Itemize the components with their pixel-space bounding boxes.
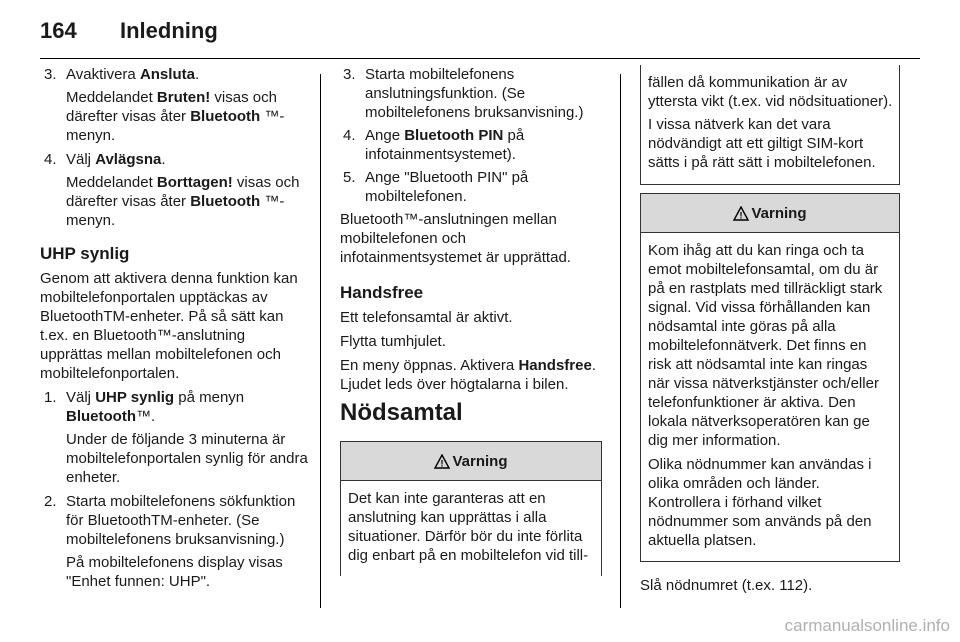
uhp-heading: UHP synlig [40,244,130,263]
uhp-step-1 [44,388,308,426]
svg-text:!: ! [739,210,743,220]
step-number: 4. [343,127,356,144]
msg-term: Bluetooth [190,108,261,125]
msg-text: ™-menyn. [66,108,285,144]
msg-text: visas och därefter visas åter [66,89,277,125]
column-divider-2 [620,74,621,608]
page-number: 164 [40,18,77,43]
warning-triangle-icon [434,454,450,469]
warning-text: Kom ihåg att du kan ringa och ta emot mobiltelefonsamtal, om du är på en rastplats med tillräckligt stark signal. Vid vissa förhållanden kan nödsamtal inte göras på alla mobiltelefonnätverk. Det finns en risk att nödsamtal inte kan ringas när vissa nätverkstjänster och/eller telefonfunktioner är aktiva. Den lokala nätverksoperatören kan ge dig mer information. [648,242,883,449]
step-4-select [44,150,308,169]
step-text: Avaktivera [66,66,140,83]
warning-title: Varning [751,204,807,222]
column-2 [340,65,602,576]
handsfree-heading: Handsfree [340,283,424,302]
menu-term: Handsfree [518,357,592,374]
pair-step-5 [343,168,602,206]
warning-body [341,481,601,576]
step-text: Ange "Bluetooth PIN" på mobiltelefonen. [365,169,529,205]
step-text: Välj [66,389,96,406]
handsfree-text-2: Flytta tumhjulet. [340,333,446,350]
warning-title-bar [341,442,601,481]
step-text: Starta mobiltelefonens anslutningsfunktion. (Se mobiltelefonens bruksanvisning.) [365,66,584,121]
emergency-heading: Nödsamtal [340,399,463,426]
warning-box [340,441,602,576]
step-text: . [194,66,200,83]
menu-term: Ansluta [139,66,195,83]
column-3 [640,65,900,600]
msg-term: Bruten! [156,89,211,106]
step-text: . [161,151,166,168]
menu-term: Bluetooth PIN [404,127,504,144]
column-divider-1 [320,74,321,608]
warning-text: Det kan inte garanteras att en anslutning kan upprättas i alla situationer. Därför bör du inte förlita dig enbart på en mobiltelefon vid till- [348,490,589,564]
step-number: 3. [44,66,57,83]
handsfree-text-3 [340,356,602,394]
warning-title-bar [641,194,899,233]
step-text: på menyn [174,389,245,406]
menu-term: Bluetooth [66,408,136,425]
warning-box-continued [640,65,900,185]
step-number: 5. [343,169,356,186]
pair-step-3 [343,65,602,122]
msg-term: Bluetooth [190,193,261,210]
warning-text: fällen då kommunikation är av yttersta vikt (t.ex. vid nödsituationer). [648,74,893,110]
step-text: Välj [66,151,96,168]
watermark: carmanualsonline.info [784,616,950,635]
step-text: Ange [365,127,405,144]
uhp-intro: Genom att aktivera denna funktion kan mobiltelefonportalen upptäckas av BluetoothTM-enheter. På så sätt kan t.ex. en Bluetooth™-anslutning upprättas mellan mobiltelefonen och mobiltelefonportalen. [40,270,298,382]
step-text: Starta mobiltelefonens sökfunktion för BluetoothTM-enheter. (Se mobiltelefonens bruksanvisning.) [66,493,296,548]
uhp-step-2 [44,492,308,549]
warning-title: Varning [452,452,508,470]
msg-text: Meddelandet [66,174,157,191]
menu-term: UHP synlig [95,389,175,406]
uhp-step-1-text: Under de följande 3 minuterna är mobiltelefonportalen synlig för andra enheter. [66,431,308,486]
warning-triangle-icon [733,206,749,221]
menu-term: Avlägsna [95,151,162,168]
body-text: En meny öppnas. Aktivera [340,357,519,374]
column-1 [40,65,308,596]
connection-established: Bluetooth™-anslutningen mellan mobiltelefonen och infotainmentsystemet är upprättad. [340,211,571,266]
warning-box-2 [640,193,900,562]
step-3-activate [44,65,308,84]
header-rule [40,58,920,59]
dial-instruction: Slå nödnumret (t.ex. 112). [640,577,813,594]
step-number: 4. [44,151,57,168]
msg-term: Borttagen! [156,174,233,191]
step-number: 1. [44,389,57,406]
step-3-message [66,88,308,145]
msg-text: ™-menyn. [66,193,285,229]
warning-text: I vissa nätverk kan det vara nödvändigt att ett giltigt SIM-kort sätts i på rätt sätt i mobiltelefonen. [648,116,876,171]
pair-step-4 [343,126,602,164]
step-text: ™. [135,408,156,425]
step-4-message [66,173,308,230]
body-text: . Ljudet leds över högtalarna i bilen. [340,357,596,393]
handsfree-text-1: Ett telefonsamtal är aktivt. [340,309,513,326]
svg-text:!: ! [440,458,444,468]
step-text: på infotainmentsystemet). [365,127,525,163]
warning-body [641,233,899,561]
page-header [40,18,218,44]
msg-text: Meddelandet [66,89,157,106]
step-number: 3. [343,66,356,83]
warning-text: Olika nödnummer kan användas i olika områden och länder. Kontrollera i förhand vilket nödnummer som används på den aktuella platsen. [648,456,872,549]
uhp-step-2-text: På mobiltelefonens display visas "Enhet funnen: UHP". [66,554,283,590]
msg-text: visas och därefter visas åter [66,174,300,210]
page-title: Inledning [120,18,218,43]
step-number: 2. [44,493,57,510]
